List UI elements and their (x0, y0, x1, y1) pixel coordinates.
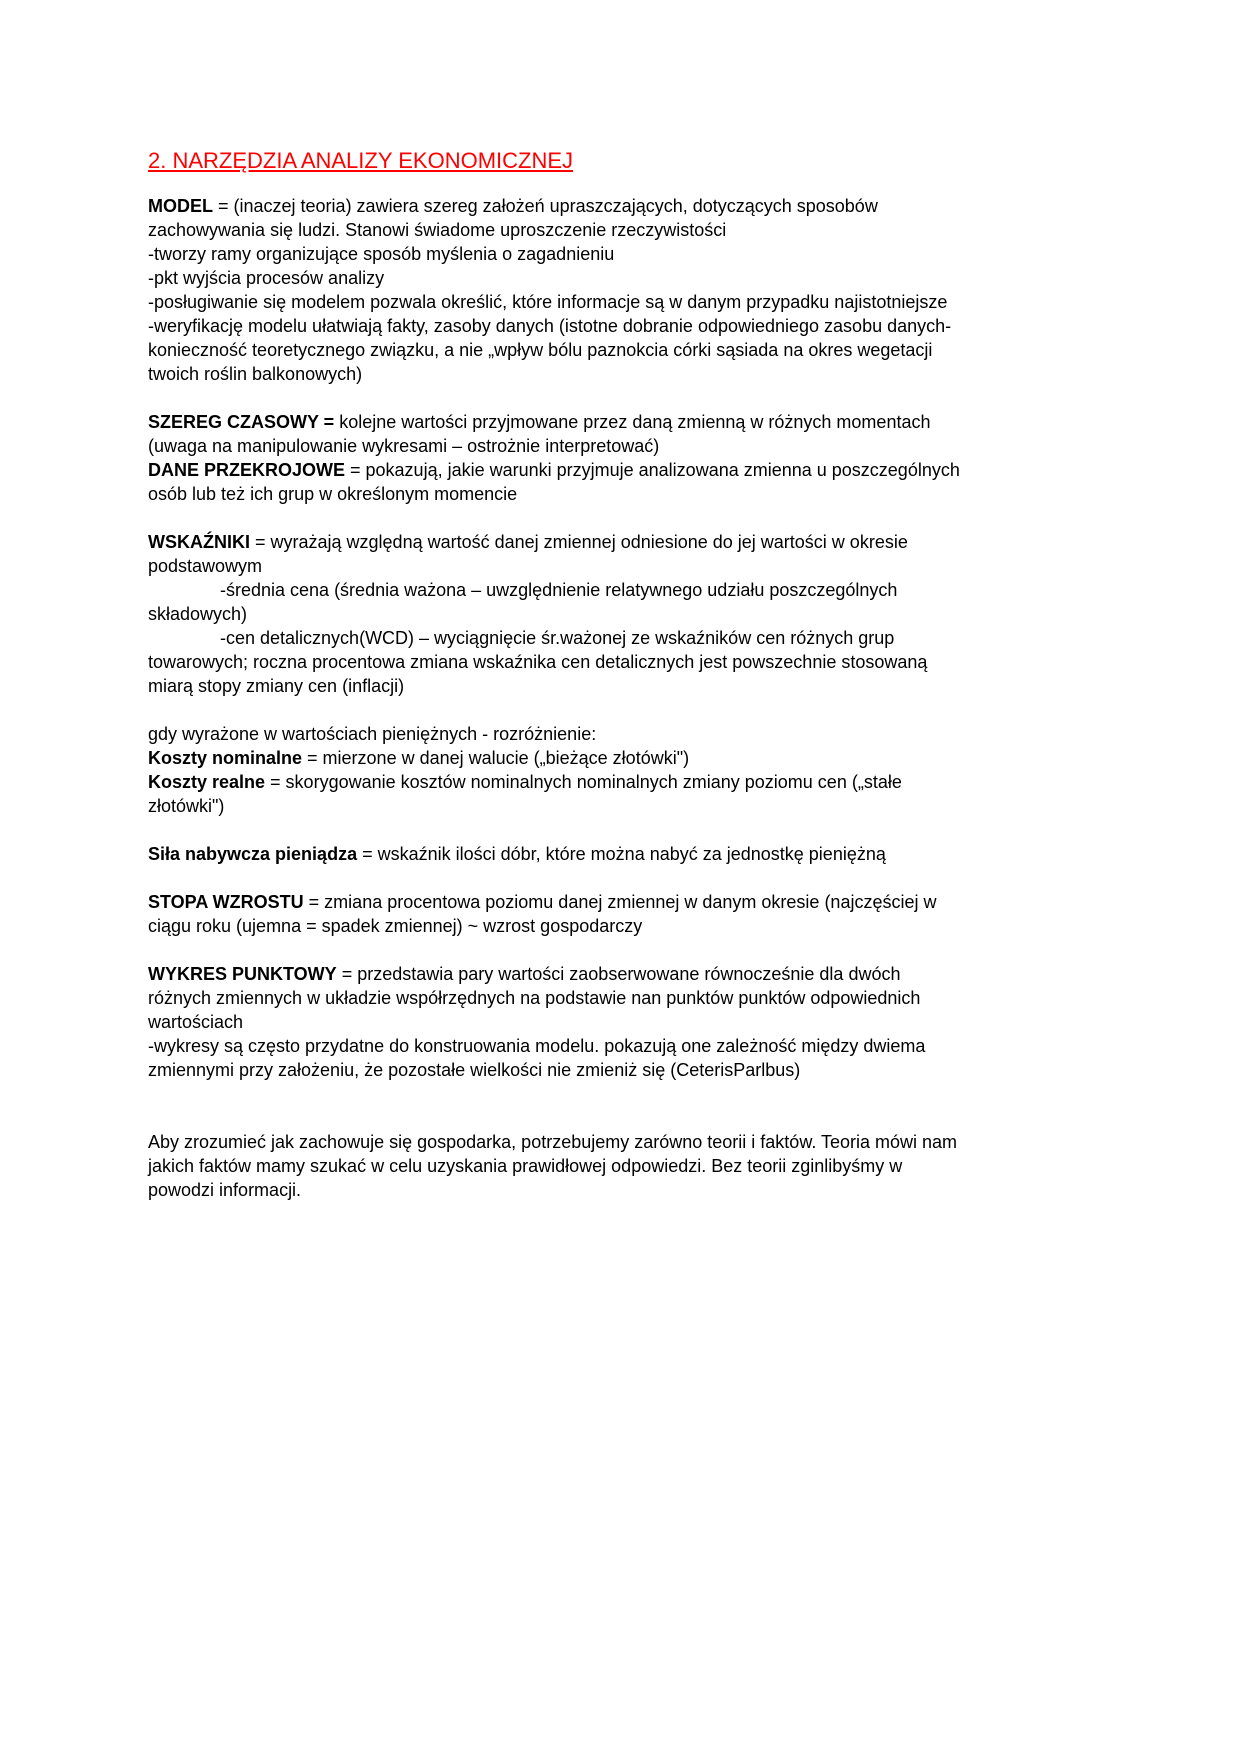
model-section (148, 194, 1098, 386)
sila-section (148, 842, 1098, 866)
document-page (148, 146, 1098, 1202)
document-title: 2. NARZĘDZIA ANALIZY EKONOMICZNEJ (148, 148, 574, 173)
closing-line: powodzi informacji. (148, 1180, 302, 1200)
szereg-definition: kolejne wartości przyjmowane przez daną zmienną w różnych momentach (334, 412, 931, 432)
stopa-term: STOPA WZROSTU (148, 892, 304, 912)
wskazniki-line: miarą stopy zmiany cen (inflacji) (148, 676, 405, 696)
wykres-definition: = przedstawia pary wartości zaobserwowane równocześnie dla dwóch (336, 964, 901, 984)
dane-definition: = pokazują, jakie warunki przyjmuje analizowana zmienna u poszczególnych (345, 460, 960, 480)
wskazniki-term: WSKAŹNIKI (148, 532, 250, 552)
stopa-line: ciągu roku (ujemna = spadek zmiennej) ~ wzrost gospodarczy (148, 916, 643, 936)
closing-line: Aby zrozumieć jak zachowuje się gospodarka, potrzebujemy zarówno teorii i faktów. Teoria mówi nam (148, 1132, 958, 1152)
koszty-realne-term: Koszty realne (148, 772, 266, 792)
wskazniki-line: -cen detalicznych(WCD) – wyciągnięcie śr.ważonej ze wskaźników cen różnych grup (220, 628, 895, 648)
wykres-line: -wykresy są często przydatne do konstruowania modelu. pokazują one zależność między dwiema (148, 1036, 926, 1056)
koszty-intro: gdy wyrażone w wartościach pieniężnych - rozróżnienie: (148, 724, 597, 744)
stopa-section (148, 890, 1098, 938)
koszty-section (148, 722, 1098, 818)
wykres-line: różnych zmiennych w układzie współrzędnych na podstawie nan punktów punktów odpowiednich (148, 988, 921, 1008)
model-line: -weryfikację modelu ułatwiają fakty, zasoby danych (istotne dobranie odpowiedniego zasobu danych- (148, 316, 952, 336)
model-line: zachowywania się ludzi. Stanowi świadome uproszczenie rzeczywistości (148, 220, 727, 240)
szereg-term: SZEREG CZASOWY = (148, 412, 335, 432)
closing-line: jakich faktów mamy szukać w celu uzyskania prawidłowej odpowiedzi. Bez teorii zginlibyśmy w (148, 1156, 903, 1176)
wskazniki-line: -średnia cena (średnia ważona – uwzględnienie relatywnego udziału poszczególnych (220, 580, 898, 600)
szereg-section (148, 410, 1098, 506)
model-line: konieczność teoretycznego związku, a nie „wpływ bólu paznokcia córki sąsiada na okres wegetacji (148, 340, 933, 360)
wykres-term: WYKRES PUNKTOWY (148, 964, 337, 984)
wykres-section (148, 962, 1098, 1082)
koszty-realne-definition: = skorygowanie kosztów nominalnych nominalnych zmiany poziomu cen („stałe (265, 772, 902, 792)
stopa-definition: = zmiana procentowa poziomu danej zmiennej w danym okresie (najczęściej w (303, 892, 937, 912)
dane-term: DANE PRZEKROJOWE (148, 460, 346, 480)
model-line: -posługiwanie się modelem pozwala określić, które informacje są w danym przypadku najistotniejsze (148, 292, 948, 312)
wskazniki-section (148, 530, 1098, 698)
wskazniki-line: składowych) (148, 604, 248, 624)
model-line: -tworzy ramy organizujące sposób myślenia o zagadnieniu (148, 244, 615, 264)
wskazniki-line: towarowych; roczna procentowa zmiana wskaźnika cen detalicznych jest powszechnie stosowaną (148, 652, 928, 672)
wskazniki-definition: = wyrażają względną wartość danej zmiennej odniesione do jej wartości w okresie (250, 532, 908, 552)
sila-term: Siła nabywcza pieniądza (148, 844, 358, 864)
wykres-line: wartościach (148, 1012, 244, 1032)
koszty-line: złotówki") (148, 796, 225, 816)
model-line: twoich roślin balkonowych) (148, 364, 363, 384)
closing-paragraph (148, 1130, 1098, 1202)
koszty-nominalne-term: Koszty nominalne (148, 748, 303, 768)
dane-line: osób lub też ich grup w określonym momencie (148, 484, 518, 504)
model-definition: = (inaczej teoria) zawiera szereg założeń upraszczających, dotyczących sposobów (213, 196, 878, 216)
wykres-line: zmiennymi przy założeniu, że pozostałe wielkości nie zmieniż się (CeterisParlbus) (148, 1060, 801, 1080)
model-line: -pkt wyjścia procesów analizy (148, 268, 385, 288)
sila-definition: = wskaźnik ilości dóbr, które można nabyć za jednostkę pieniężną (357, 844, 886, 864)
koszty-nominalne-definition: = mierzone w danej walucie („bieżące złotówki") (302, 748, 690, 768)
wskazniki-line: podstawowym (148, 556, 263, 576)
model-term: MODEL (148, 196, 213, 216)
szereg-line: (uwaga na manipulowanie wykresami – ostrożnie interpretować) (148, 436, 660, 456)
